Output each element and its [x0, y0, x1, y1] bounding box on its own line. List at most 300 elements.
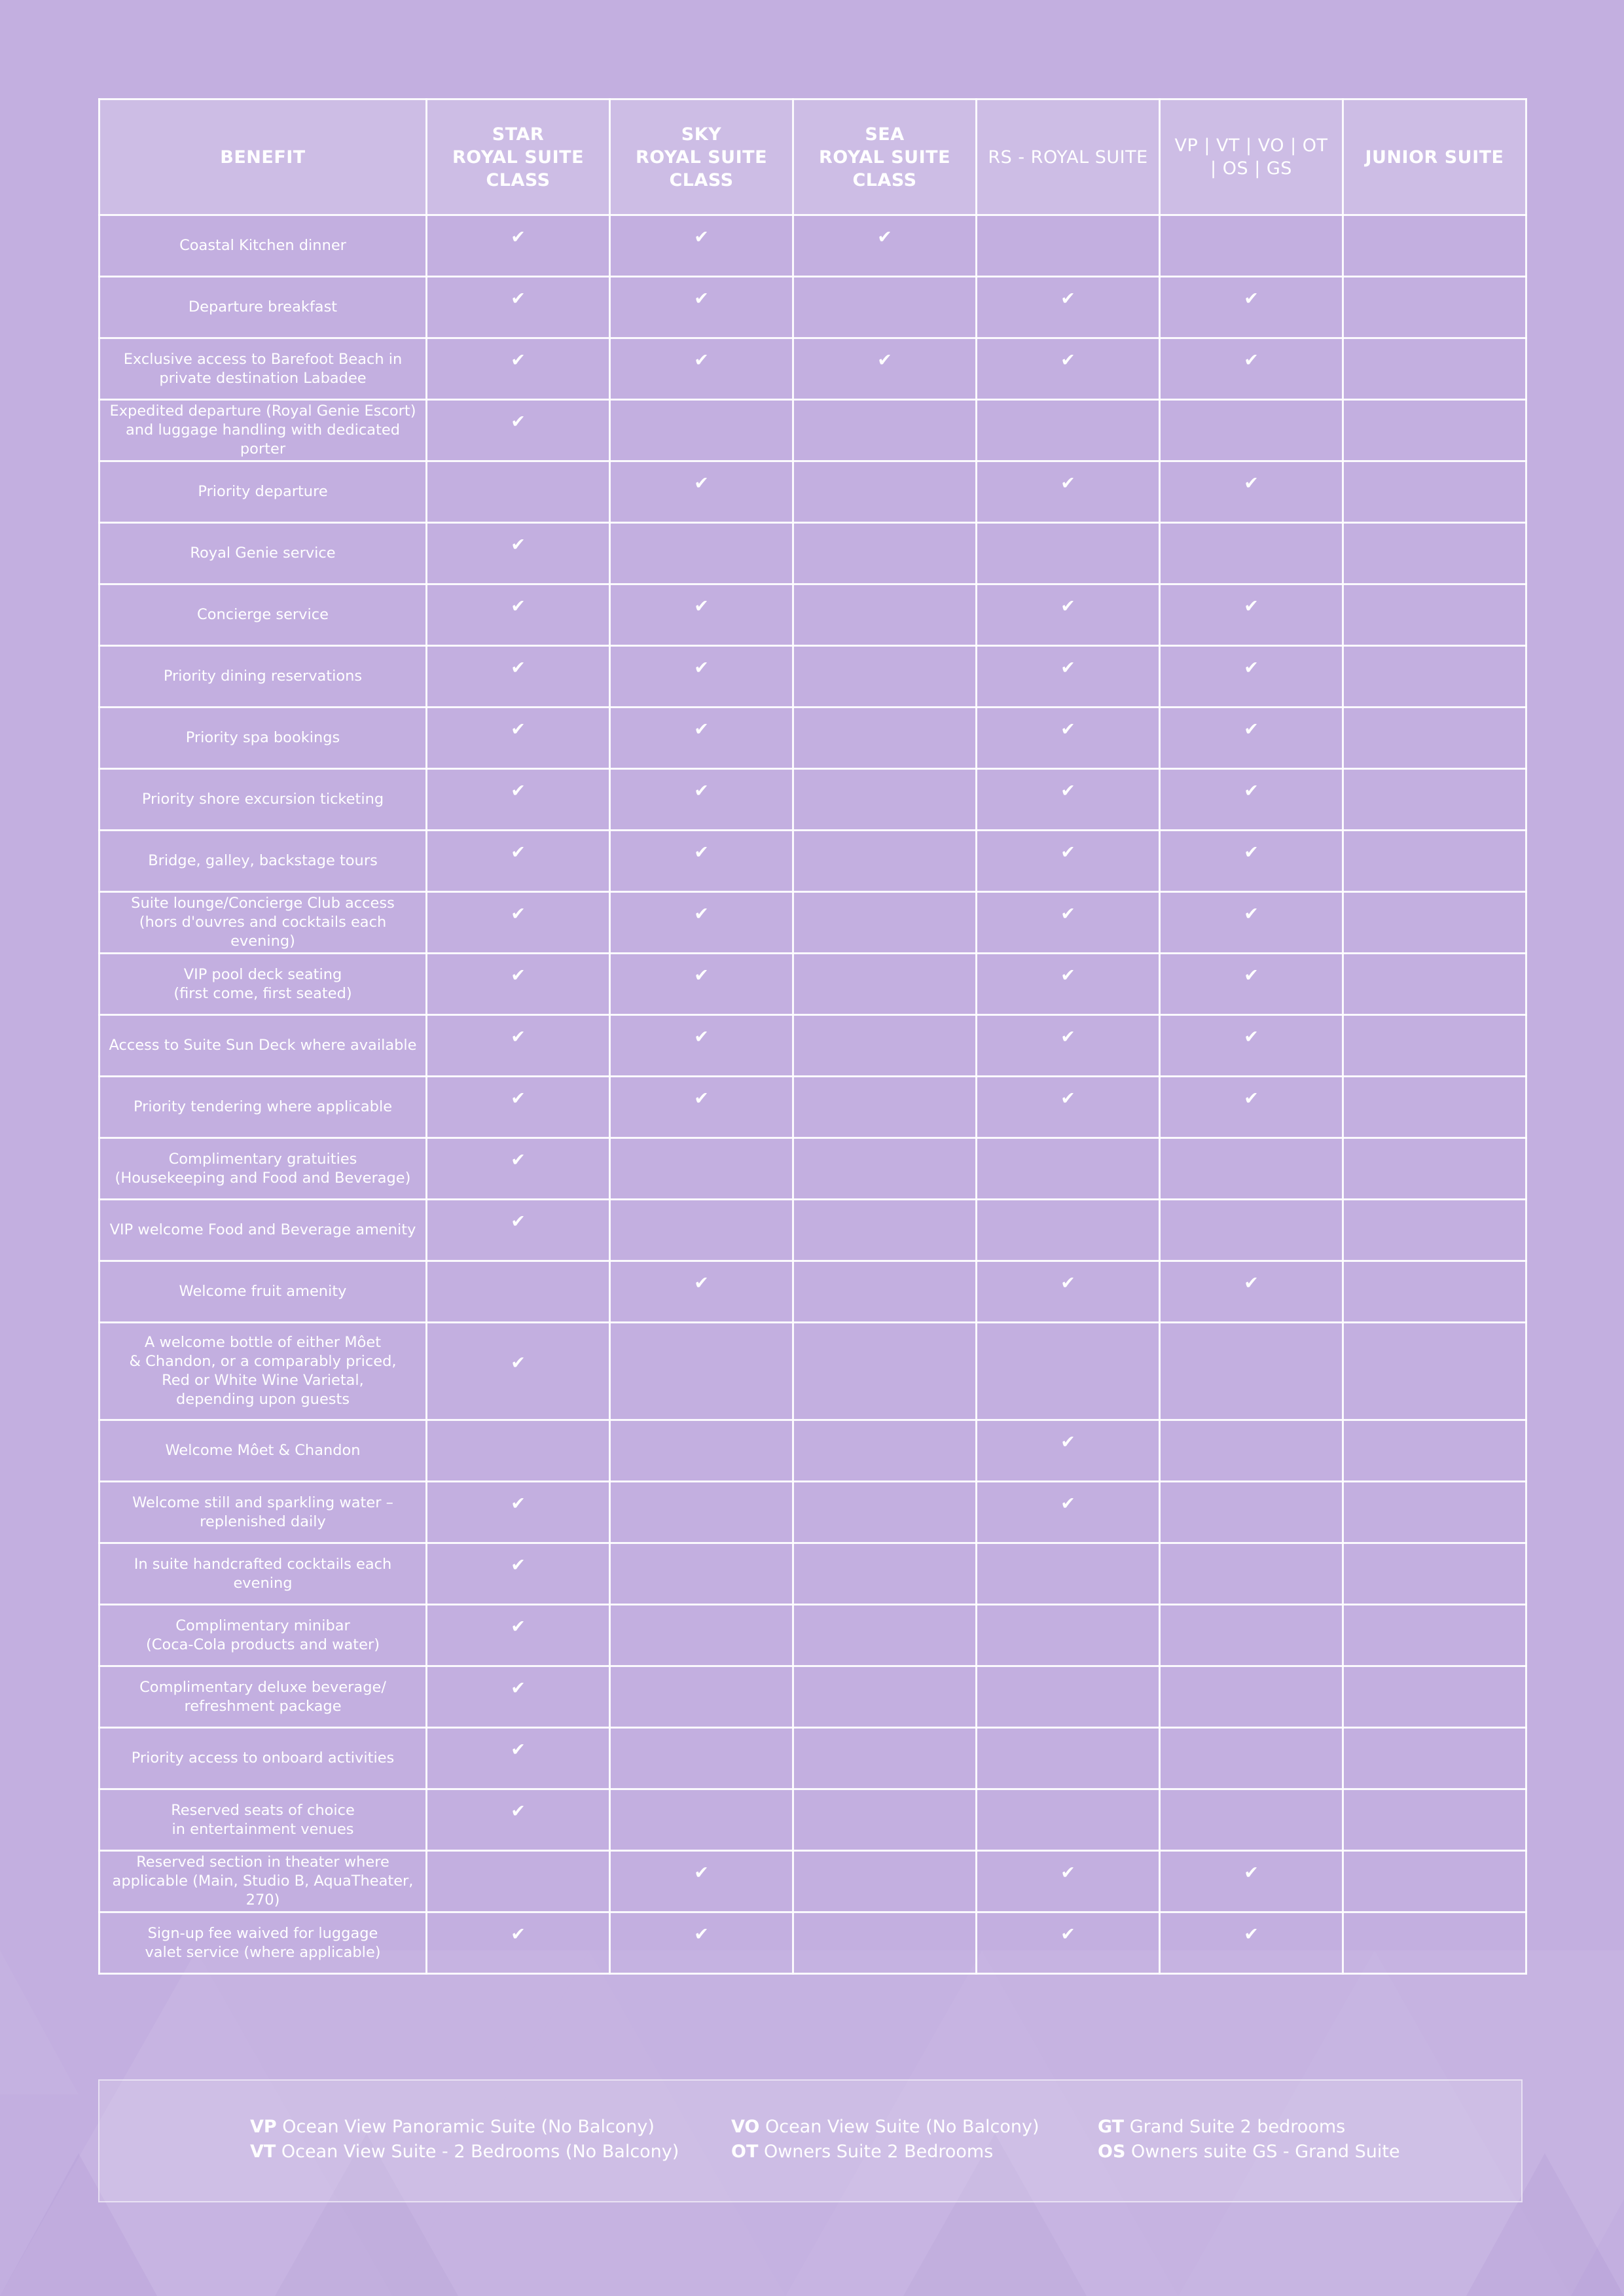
check-mark-icon: ✔ [694, 719, 709, 740]
check-cell-sky [610, 1666, 793, 1728]
benefit-text: In suite handcrafted cocktails each evening [134, 1555, 392, 1592]
check-mark-icon: ✔ [694, 658, 709, 678]
check-cell-star [427, 1605, 610, 1666]
table-row [99, 1851, 1526, 1912]
check-cell-sea [793, 1728, 977, 1789]
check-mark-icon: ✔ [1060, 965, 1075, 986]
benefit-text: (Housekeeping and Food and Beverage) [115, 1169, 411, 1187]
check-cell-star [427, 1138, 610, 1200]
check-cell-rs [977, 1912, 1160, 1974]
check-mark-icon: ✔ [511, 1150, 526, 1170]
check-cell-junior [1343, 1077, 1526, 1138]
check-cell-star [427, 646, 610, 708]
table-row [99, 1666, 1526, 1728]
check-cell-sea [793, 954, 977, 1015]
benefit-text: A welcome bottle of either Môet [144, 1334, 382, 1351]
benefit-text: Reserved seats of choice [171, 1801, 355, 1819]
check-cell-star [427, 769, 610, 831]
check-cell-star [427, 338, 610, 400]
check-mark-icon: ✔ [694, 781, 709, 801]
table-row [99, 1912, 1526, 1974]
header-sea [793, 99, 977, 215]
check-mark-icon: ✔ [511, 1740, 526, 1760]
check-cell-star [427, 1912, 610, 1974]
check-cell-sky [610, 1851, 793, 1912]
header-junior [1343, 99, 1526, 215]
check-cell-star [427, 1261, 610, 1323]
benefit-text: Royal Genie service [190, 545, 336, 562]
check-mark-icon: ✔ [511, 1924, 526, 1945]
check-mark-icon: ✔ [511, 1088, 526, 1109]
check-cell-rs [977, 215, 1160, 277]
check-mark-icon: ✔ [694, 350, 709, 370]
check-mark-icon: ✔ [1060, 289, 1075, 309]
check-cell-sky [610, 1323, 793, 1420]
check-mark-icon: ✔ [511, 1211, 526, 1232]
benefit-cell [99, 1138, 427, 1200]
check-cell-junior [1343, 892, 1526, 954]
table-row [99, 1789, 1526, 1851]
header-line: RS - ROYAL SUITE [988, 147, 1148, 168]
check-cell-sea [793, 215, 977, 277]
check-cell-sky [610, 1077, 793, 1138]
check-cell-rs [977, 1138, 1160, 1200]
check-mark-icon: ✔ [511, 1678, 526, 1698]
check-cell-vp-vt-vo-ot-os-gs [1160, 831, 1343, 892]
check-cell-star [427, 892, 610, 954]
check-mark-icon: ✔ [694, 1924, 709, 1945]
check-mark-icon: ✔ [511, 842, 526, 863]
check-cell-rs [977, 954, 1160, 1015]
table-row [99, 708, 1526, 769]
check-cell-rs [977, 461, 1160, 523]
benefit-text: Priority spa bookings [185, 729, 340, 746]
benefit-text: Priority access to onboard activities [131, 1749, 395, 1767]
check-mark-icon: ✔ [1060, 1494, 1075, 1514]
benefit-text: Complimentary minibar [175, 1617, 350, 1634]
check-mark-icon: ✔ [511, 1352, 526, 1373]
check-cell-sea [793, 400, 977, 461]
check-cell-junior [1343, 1200, 1526, 1261]
check-cell-star [427, 277, 610, 338]
check-cell-rs [977, 1605, 1160, 1666]
legend-column [1098, 2115, 1400, 2164]
check-cell-vp-vt-vo-ot-os-gs [1160, 1200, 1343, 1261]
benefit-text: Welcome Môet & Chandon [165, 1442, 361, 1459]
check-cell-sky [610, 1543, 793, 1605]
legend-item [250, 2115, 679, 2140]
check-cell-vp-vt-vo-ot-os-gs [1160, 1420, 1343, 1482]
benefit-text: and luggage handling with dedicated porter [125, 422, 401, 457]
check-mark-icon: ✔ [511, 596, 526, 617]
header-rs [977, 99, 1160, 215]
benefit-cell [99, 215, 427, 277]
check-cell-vp-vt-vo-ot-os-gs [1160, 1728, 1343, 1789]
check-mark-icon: ✔ [511, 289, 526, 309]
benefit-cell [99, 1789, 427, 1851]
benefit-text: Sign-up fee waived for luggage [147, 1924, 378, 1942]
check-mark-icon: ✔ [694, 596, 709, 617]
check-mark-icon: ✔ [1244, 1027, 1259, 1047]
benefit-cell [99, 769, 427, 831]
check-cell-junior [1343, 708, 1526, 769]
check-cell-sea [793, 646, 977, 708]
check-mark-icon: ✔ [694, 289, 709, 309]
benefit-text: Welcome fruit amenity [179, 1283, 347, 1300]
check-mark-icon: ✔ [1244, 289, 1259, 309]
check-cell-star [427, 1077, 610, 1138]
legend-code: OT [731, 2142, 759, 2162]
check-cell-junior [1343, 1666, 1526, 1728]
benefit-text: Coastal Kitchen dinner [179, 237, 346, 254]
check-cell-sky [610, 1789, 793, 1851]
check-mark-icon: ✔ [511, 227, 526, 247]
table-row [99, 1728, 1526, 1789]
check-mark-icon: ✔ [1244, 781, 1259, 801]
table-row [99, 954, 1526, 1015]
table-row [99, 1261, 1526, 1323]
check-cell-sea [793, 1261, 977, 1323]
check-cell-junior [1343, 1138, 1526, 1200]
legend-item [731, 2115, 1039, 2140]
check-mark-icon: ✔ [1244, 350, 1259, 370]
check-mark-icon: ✔ [1060, 473, 1075, 493]
benefits-table-wrapper [98, 98, 1525, 1975]
check-mark-icon: ✔ [1244, 1924, 1259, 1945]
benefit-cell [99, 1543, 427, 1605]
benefit-text: (hors d'ouvres and cocktails each evening) [139, 914, 387, 950]
benefit-cell [99, 1605, 427, 1666]
legend-code: VP [250, 2117, 277, 2137]
check-cell-sea [793, 584, 977, 646]
check-mark-icon: ✔ [694, 1027, 709, 1047]
check-cell-sky [610, 1482, 793, 1543]
check-cell-rs [977, 523, 1160, 584]
check-cell-sea [793, 1200, 977, 1261]
check-cell-sky [610, 769, 793, 831]
header-star [427, 99, 610, 215]
check-cell-rs [977, 769, 1160, 831]
check-cell-vp-vt-vo-ot-os-gs [1160, 708, 1343, 769]
check-mark-icon: ✔ [694, 473, 709, 493]
benefit-text: Suite lounge/Concierge Club access [131, 895, 395, 912]
check-cell-vp-vt-vo-ot-os-gs [1160, 954, 1343, 1015]
legend-code: OS [1098, 2142, 1126, 2162]
check-cell-vp-vt-vo-ot-os-gs [1160, 461, 1343, 523]
check-mark-icon: ✔ [1060, 1924, 1075, 1945]
table-row [99, 338, 1526, 400]
check-cell-sky [610, 1200, 793, 1261]
check-cell-sea [793, 1543, 977, 1605]
check-cell-rs [977, 1261, 1160, 1323]
benefit-text: Priority tendering where applicable [133, 1098, 393, 1115]
check-cell-rs [977, 584, 1160, 646]
check-cell-vp-vt-vo-ot-os-gs [1160, 400, 1343, 461]
check-cell-vp-vt-vo-ot-os-gs [1160, 215, 1343, 277]
benefit-text: Exclusive access to Barefoot Beach in [123, 350, 403, 368]
check-mark-icon: ✔ [694, 1863, 709, 1883]
check-mark-icon: ✔ [511, 350, 526, 370]
check-cell-vp-vt-vo-ot-os-gs [1160, 584, 1343, 646]
check-cell-star [427, 1666, 610, 1728]
check-cell-vp-vt-vo-ot-os-gs [1160, 1138, 1343, 1200]
check-mark-icon: ✔ [511, 535, 526, 555]
check-cell-sky [610, 954, 793, 1015]
benefit-cell [99, 1420, 427, 1482]
benefit-text: Reserved section in theater where [136, 1854, 389, 1871]
check-cell-star [427, 1482, 610, 1543]
check-cell-rs [977, 892, 1160, 954]
legend-item [1098, 2140, 1400, 2164]
check-cell-star [427, 831, 610, 892]
check-mark-icon: ✔ [1244, 473, 1259, 493]
check-cell-sky [610, 646, 793, 708]
check-cell-junior [1343, 1605, 1526, 1666]
header-line: VP | VT | VO | OT [1174, 135, 1328, 156]
benefit-text: Priority departure [198, 483, 328, 500]
benefit-text: Red or White Wine Varietal, [162, 1372, 364, 1389]
check-cell-sea [793, 1605, 977, 1666]
check-mark-icon: ✔ [694, 1088, 709, 1109]
benefit-text: private destination Labadee [159, 369, 367, 387]
check-cell-vp-vt-vo-ot-os-gs [1160, 338, 1343, 400]
check-mark-icon: ✔ [511, 1555, 526, 1575]
table-row [99, 1323, 1526, 1420]
header-line: JUNIOR SUITE [1365, 147, 1504, 168]
check-cell-sky [610, 584, 793, 646]
legend-description: Ocean View Suite (No Balcony) [765, 2117, 1039, 2137]
check-cell-sea [793, 708, 977, 769]
header-line: CLASS [669, 170, 734, 190]
check-cell-vp-vt-vo-ot-os-gs [1160, 1851, 1343, 1912]
check-cell-junior [1343, 769, 1526, 831]
check-cell-rs [977, 1323, 1160, 1420]
benefit-cell [99, 1261, 427, 1323]
check-mark-icon: ✔ [1060, 658, 1075, 678]
check-mark-icon: ✔ [1060, 781, 1075, 801]
check-cell-rs [977, 1482, 1160, 1543]
check-mark-icon: ✔ [694, 1273, 709, 1293]
header-line: | OS | GS [1210, 158, 1292, 179]
check-cell-star [427, 1851, 610, 1912]
benefit-cell [99, 523, 427, 584]
check-cell-sea [793, 1138, 977, 1200]
benefit-text: Priority shore excursion ticketing [141, 791, 384, 808]
check-cell-rs [977, 831, 1160, 892]
table-row [99, 892, 1526, 954]
check-mark-icon: ✔ [1244, 965, 1259, 986]
check-cell-sky [610, 215, 793, 277]
table-row [99, 1482, 1526, 1543]
header-line: ROYAL SUITE [818, 147, 951, 168]
check-cell-junior [1343, 400, 1526, 461]
check-mark-icon: ✔ [1060, 1432, 1075, 1452]
benefit-text: valet service (where applicable) [145, 1943, 381, 1961]
header-line: SEA [865, 124, 905, 145]
check-cell-rs [977, 1015, 1160, 1077]
check-cell-vp-vt-vo-ot-os-gs [1160, 1077, 1343, 1138]
check-cell-star [427, 1323, 610, 1420]
check-cell-vp-vt-vo-ot-os-gs [1160, 1789, 1343, 1851]
legend-code: VO [731, 2117, 760, 2137]
table-row [99, 769, 1526, 831]
check-cell-vp-vt-vo-ot-os-gs [1160, 1261, 1343, 1323]
check-cell-vp-vt-vo-ot-os-gs [1160, 769, 1343, 831]
check-cell-sea [793, 1077, 977, 1138]
check-mark-icon: ✔ [1244, 719, 1259, 740]
header-line: SKY [681, 124, 722, 145]
check-mark-icon: ✔ [1060, 719, 1075, 740]
check-cell-rs [977, 646, 1160, 708]
check-cell-star [427, 708, 610, 769]
check-cell-junior [1343, 646, 1526, 708]
check-cell-sky [610, 831, 793, 892]
check-mark-icon: ✔ [1060, 904, 1075, 924]
check-mark-icon: ✔ [1244, 842, 1259, 863]
header-benefit: BENEFIT [99, 99, 427, 215]
check-mark-icon: ✔ [1060, 1273, 1075, 1293]
check-cell-sky [610, 1138, 793, 1200]
check-cell-star [427, 400, 610, 461]
check-mark-icon: ✔ [511, 658, 526, 678]
table-row [99, 1138, 1526, 1200]
check-cell-sky [610, 1912, 793, 1974]
check-cell-rs [977, 1789, 1160, 1851]
benefit-cell [99, 954, 427, 1015]
benefit-cell [99, 831, 427, 892]
benefit-text: Concierge service [197, 606, 329, 623]
check-cell-rs [977, 338, 1160, 400]
check-cell-star [427, 461, 610, 523]
benefit-cell [99, 1912, 427, 1974]
header-vp-vt-vo-ot-os-gs [1160, 99, 1343, 215]
benefit-cell [99, 1323, 427, 1420]
benefit-text: in entertainment venues [171, 1820, 354, 1838]
check-mark-icon: ✔ [511, 965, 526, 986]
check-mark-icon: ✔ [694, 965, 709, 986]
benefit-text: replenished daily [200, 1513, 326, 1530]
check-cell-vp-vt-vo-ot-os-gs [1160, 1323, 1343, 1420]
legend-description: Ocean View Panoramic Suite (No Balcony) [282, 2117, 655, 2137]
table-row [99, 1543, 1526, 1605]
check-cell-sky [610, 338, 793, 400]
check-cell-sea [793, 892, 977, 954]
check-mark-icon: ✔ [1060, 1027, 1075, 1047]
check-cell-vp-vt-vo-ot-os-gs [1160, 277, 1343, 338]
check-cell-junior [1343, 1482, 1526, 1543]
table-row [99, 215, 1526, 277]
check-mark-icon: ✔ [1244, 1088, 1259, 1109]
table-row [99, 400, 1526, 461]
check-cell-junior [1343, 584, 1526, 646]
check-cell-rs [977, 1728, 1160, 1789]
benefit-cell [99, 708, 427, 769]
check-mark-icon: ✔ [511, 1801, 526, 1821]
table-row [99, 1605, 1526, 1666]
check-mark-icon: ✔ [511, 904, 526, 924]
check-mark-icon: ✔ [1060, 1863, 1075, 1883]
check-cell-star [427, 954, 610, 1015]
check-cell-sky [610, 461, 793, 523]
check-cell-rs [977, 1851, 1160, 1912]
legend-code: VT [250, 2142, 276, 2162]
benefit-cell [99, 1200, 427, 1261]
check-cell-junior [1343, 1851, 1526, 1912]
table-row [99, 831, 1526, 892]
check-cell-sea [793, 831, 977, 892]
check-cell-vp-vt-vo-ot-os-gs [1160, 1482, 1343, 1543]
legend-column [731, 2115, 1039, 2164]
check-cell-rs [977, 708, 1160, 769]
legend-description: Grand Suite 2 bedrooms [1129, 2117, 1346, 2137]
legend-description: Owners suite GS - Grand Suite [1131, 2142, 1400, 2162]
check-mark-icon: ✔ [511, 781, 526, 801]
table-row [99, 523, 1526, 584]
check-cell-sea [793, 1789, 977, 1851]
benefit-text: VIP pool deck seating [183, 965, 342, 983]
table-row [99, 1420, 1526, 1482]
check-cell-junior [1343, 277, 1526, 338]
benefit-cell [99, 1666, 427, 1728]
check-cell-sky [610, 400, 793, 461]
check-cell-junior [1343, 1728, 1526, 1789]
check-cell-sky [610, 1728, 793, 1789]
check-mark-icon: ✔ [1244, 1863, 1259, 1883]
benefit-text: Access to Suite Sun Deck where available [109, 1037, 417, 1054]
benefit-cell [99, 400, 427, 461]
check-cell-star [427, 1543, 610, 1605]
check-cell-junior [1343, 215, 1526, 277]
legend-code: GT [1098, 2117, 1125, 2137]
check-cell-sea [793, 1666, 977, 1728]
check-cell-star [427, 1728, 610, 1789]
check-cell-sea [793, 1323, 977, 1420]
check-cell-rs [977, 400, 1160, 461]
check-cell-junior [1343, 523, 1526, 584]
benefit-cell [99, 584, 427, 646]
benefit-text: Complimentary gratuities [168, 1150, 357, 1168]
header-line: CLASS [486, 170, 550, 190]
header-row [99, 99, 1526, 215]
legend-item [1098, 2115, 1400, 2140]
check-cell-sea [793, 1482, 977, 1543]
benefit-cell [99, 277, 427, 338]
check-cell-star [427, 1789, 610, 1851]
check-cell-sea [793, 769, 977, 831]
check-mark-icon: ✔ [1060, 596, 1075, 617]
check-cell-junior [1343, 1420, 1526, 1482]
check-cell-vp-vt-vo-ot-os-gs [1160, 1015, 1343, 1077]
check-cell-rs [977, 1420, 1160, 1482]
header-line: ROYAL SUITE [635, 147, 768, 168]
check-cell-sky [610, 1015, 793, 1077]
check-mark-icon: ✔ [511, 1617, 526, 1637]
check-cell-rs [977, 1543, 1160, 1605]
benefit-cell [99, 892, 427, 954]
benefit-cell [99, 1015, 427, 1077]
table-row [99, 646, 1526, 708]
check-cell-star [427, 584, 610, 646]
check-cell-sea [793, 461, 977, 523]
benefit-text: Departure breakfast [188, 298, 338, 315]
header-line: CLASS [852, 170, 917, 190]
check-cell-sky [610, 277, 793, 338]
benefit-text: (Coca-Cola products and water) [146, 1636, 380, 1653]
table-row [99, 1077, 1526, 1138]
header-line: STAR [492, 124, 545, 145]
check-mark-icon: ✔ [1244, 596, 1259, 617]
check-mark-icon: ✔ [1060, 1088, 1075, 1109]
